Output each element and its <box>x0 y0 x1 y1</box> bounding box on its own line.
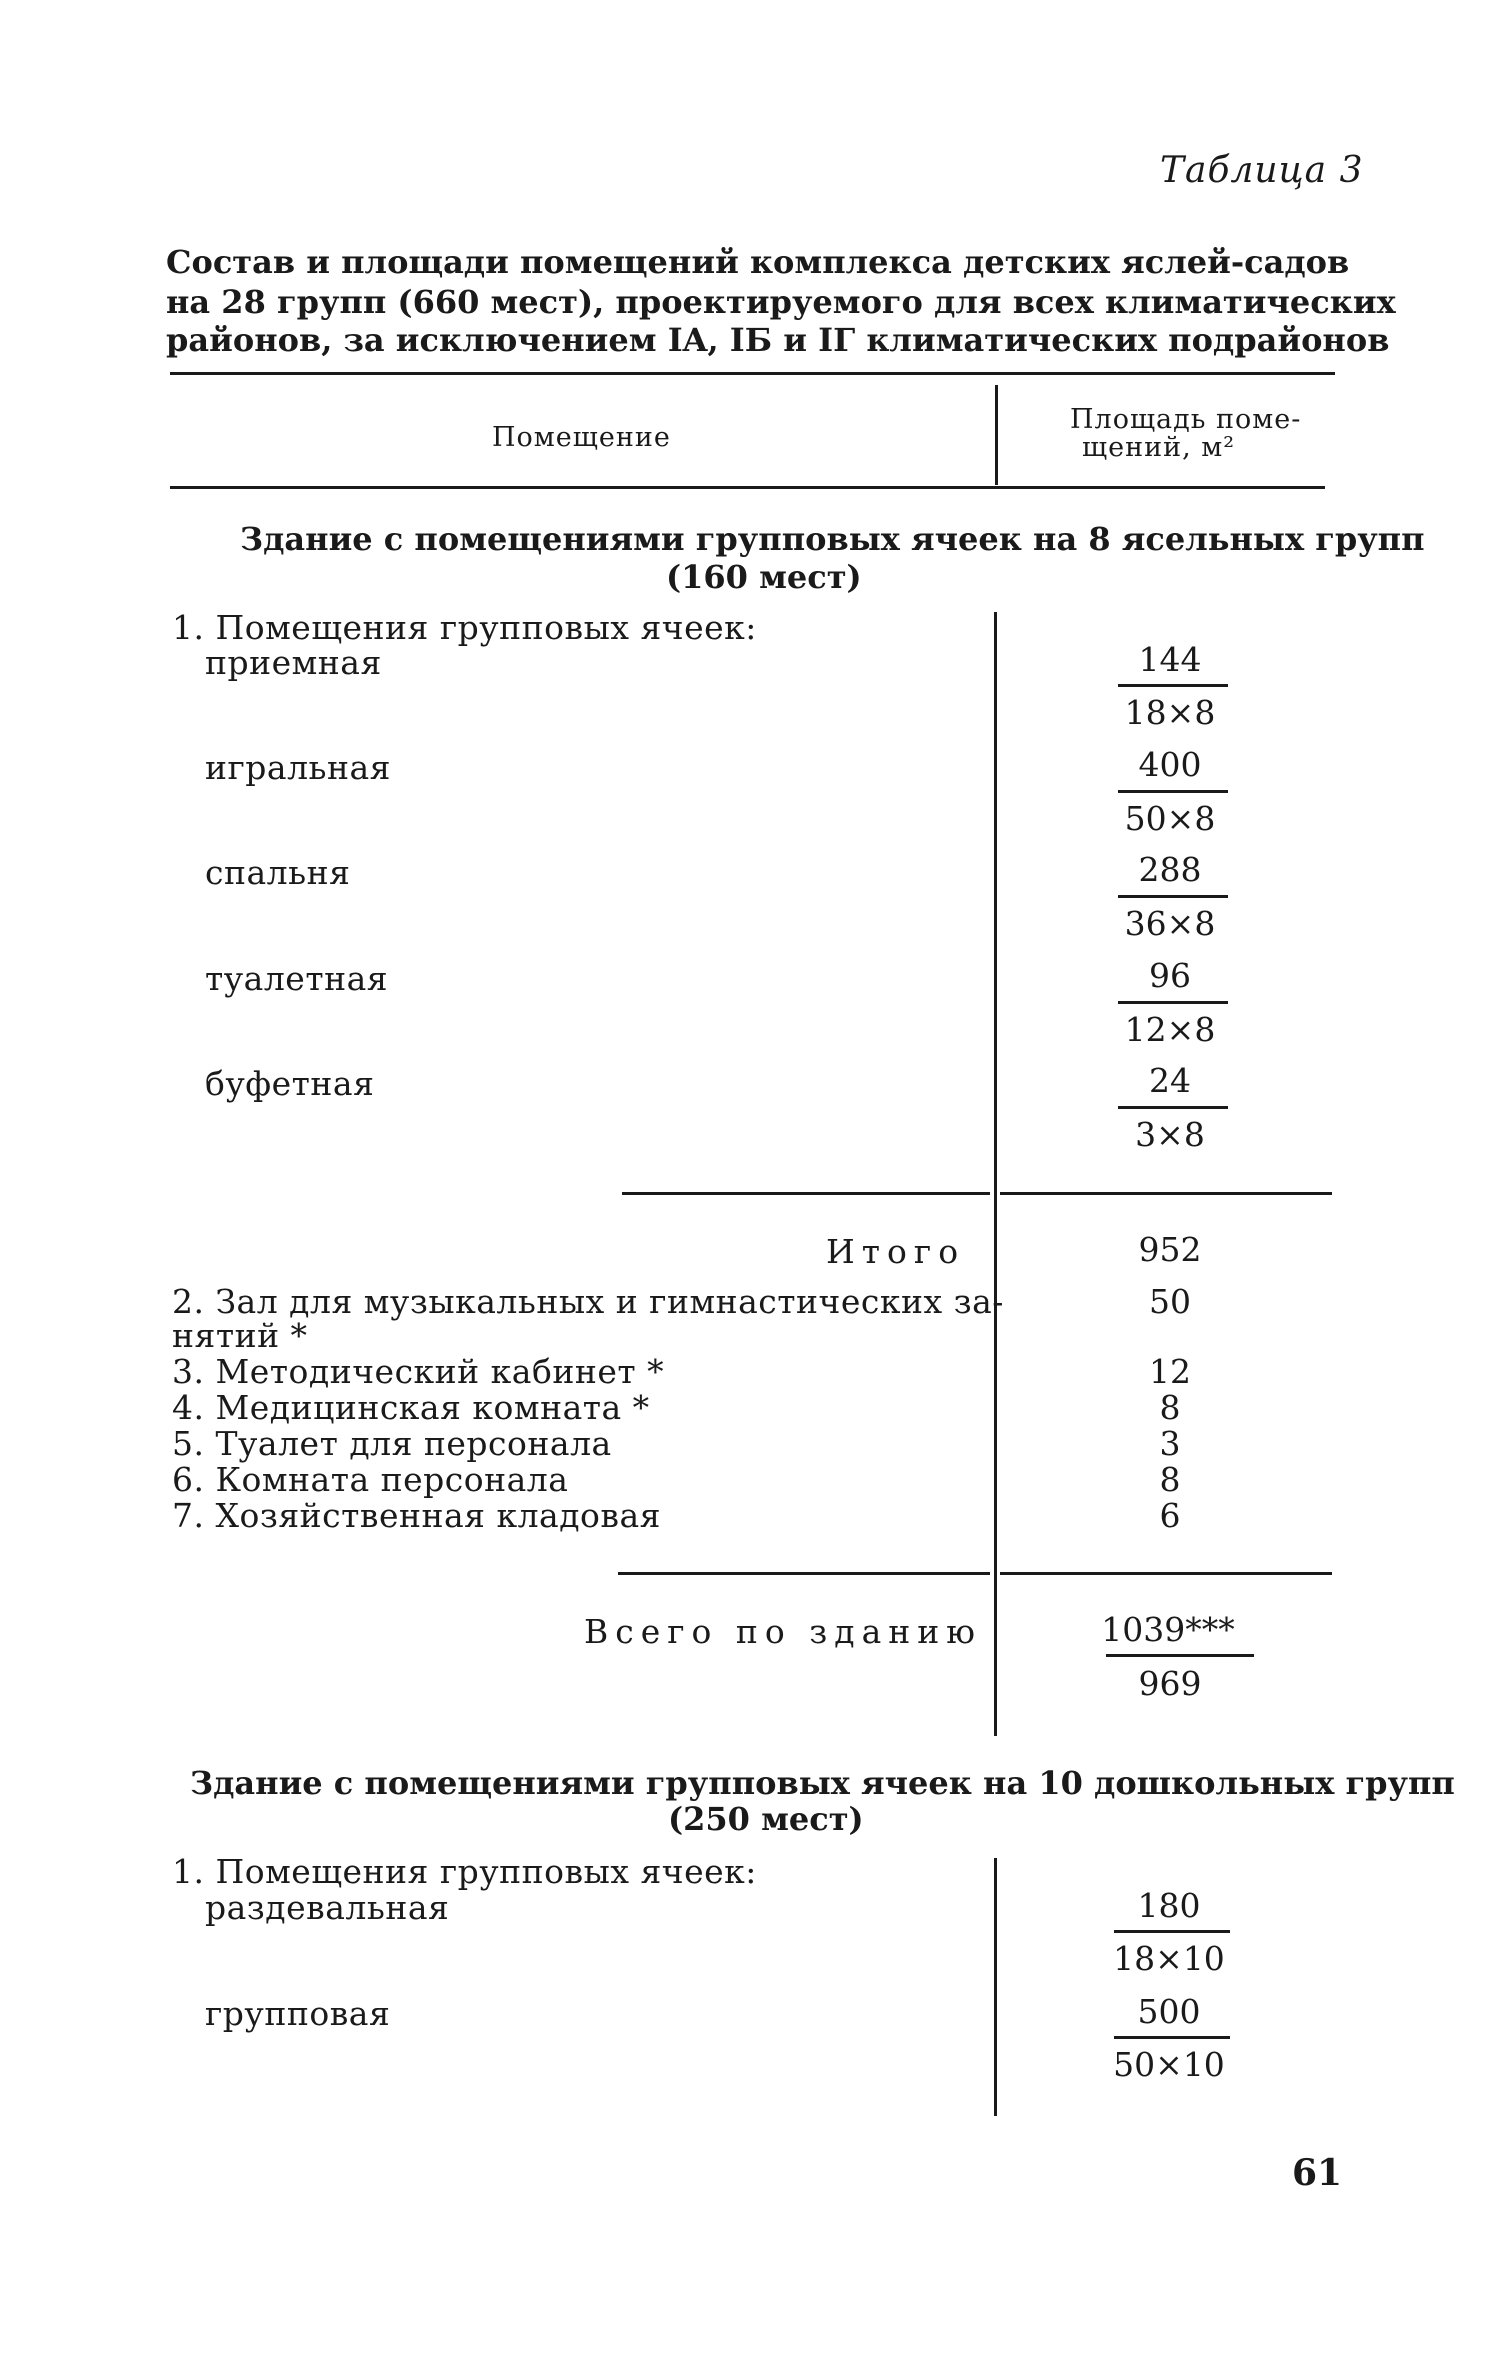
total-rule-right <box>1000 1572 1332 1575</box>
total-value: 1039*** <box>1101 1610 1235 1649</box>
header-column-divider <box>995 385 998 485</box>
fraction-bar <box>1118 684 1228 687</box>
room-area: 96 <box>1149 956 1191 995</box>
total-rule-left <box>618 1572 990 1575</box>
section-2-title-line-2: (250 мест) <box>668 1800 864 1838</box>
total-label: Всего по зданию <box>584 1612 982 1651</box>
room-area: 500 <box>1137 1992 1201 2031</box>
section-1-group-label: 1. Помещения групповых ячеек: <box>172 608 757 647</box>
fraction-bar <box>1118 790 1228 793</box>
section-1-title-line-1: Здание с помещениями групповых ячеек на 8 ясельных групп <box>240 520 1425 558</box>
header-bottom-rule <box>170 486 1325 489</box>
item-label: 4. Медицинская комната * <box>172 1388 650 1427</box>
item-label: 7. Хозяйственная кладовая <box>172 1496 661 1535</box>
fraction-bar <box>1118 1001 1228 1004</box>
item-value: 12 <box>1149 1352 1191 1391</box>
item-label: 5. Туалет для персонала <box>172 1424 612 1463</box>
item-value: 8 <box>1159 1388 1181 1427</box>
item-value: 6 <box>1159 1496 1181 1535</box>
room-name: раздевальная <box>205 1888 450 1927</box>
room-area: 400 <box>1138 745 1202 784</box>
room-area: 288 <box>1138 850 1202 889</box>
header-area-line-2: щений, м² <box>1082 432 1236 463</box>
fraction-bar <box>1118 895 1228 898</box>
room-calc: 12×8 <box>1124 1010 1216 1049</box>
room-calc: 50×8 <box>1124 799 1216 838</box>
room-name: приемная <box>205 643 382 682</box>
room-calc: 50×10 <box>1113 2045 1225 2084</box>
room-area: 24 <box>1149 1061 1191 1100</box>
item-label: 3. Методический кабинет * <box>172 1352 665 1391</box>
item-value: 50 <box>1149 1282 1191 1321</box>
room-name: буфетная <box>205 1064 375 1103</box>
table-title-line-3: районов, за исключением IA, IБ и IГ климатических подрайонов <box>166 321 1390 359</box>
room-calc: 18×10 <box>1113 1939 1225 1978</box>
table-top-rule <box>170 372 1335 375</box>
room-name: игральная <box>205 748 391 787</box>
table-title-line-1: Состав и площади помещений комплекса детских яслей-садов <box>166 243 1350 281</box>
room-name: туалетная <box>205 959 389 998</box>
header-area-line-1: Площадь поме- <box>1070 404 1302 435</box>
item-value: 3 <box>1159 1424 1181 1463</box>
table-caption: Таблица 3 <box>1160 150 1364 191</box>
room-calc: 18×8 <box>1124 693 1216 732</box>
subtotal-label: Итого <box>826 1232 966 1271</box>
section-2-column-divider <box>994 1858 997 2116</box>
item-label-continued: нятий * <box>172 1316 308 1355</box>
section-1-column-divider <box>994 612 997 1736</box>
subtotal-value: 952 <box>1138 1230 1202 1269</box>
room-calc: 36×8 <box>1124 904 1216 943</box>
fraction-bar <box>1118 1106 1228 1109</box>
item-label: 2. Зал для музыкальных и гимнастических за- <box>172 1282 1004 1321</box>
header-room: Помещение <box>492 422 671 453</box>
section-1-title-line-2: (160 мест) <box>666 558 862 596</box>
table-title-line-2: на 28 групп (660 мест), проектируемого для всех климатических <box>166 283 1396 321</box>
section-2-title-line-1: Здание с помещениями групповых ячеек на 10 дошкольных групп <box>190 1764 1455 1802</box>
section-2-group-label: 1. Помещения групповых ячеек: <box>172 1852 757 1891</box>
page-number: 61 <box>1292 2152 1343 2194</box>
room-area: 144 <box>1138 640 1202 679</box>
room-area: 180 <box>1137 1886 1201 1925</box>
fraction-bar <box>1106 1654 1254 1657</box>
subtotal-rule-left <box>622 1192 990 1195</box>
item-value: 8 <box>1159 1460 1181 1499</box>
room-calc: 3×8 <box>1135 1115 1205 1154</box>
room-name: групповая <box>205 1994 391 2033</box>
total-value-below: 969 <box>1138 1664 1202 1703</box>
subtotal-rule-right <box>1000 1192 1332 1195</box>
fraction-bar <box>1114 1930 1230 1933</box>
item-label: 6. Комната персонала <box>172 1460 569 1499</box>
fraction-bar <box>1114 2036 1230 2039</box>
room-name: спальня <box>205 853 351 892</box>
